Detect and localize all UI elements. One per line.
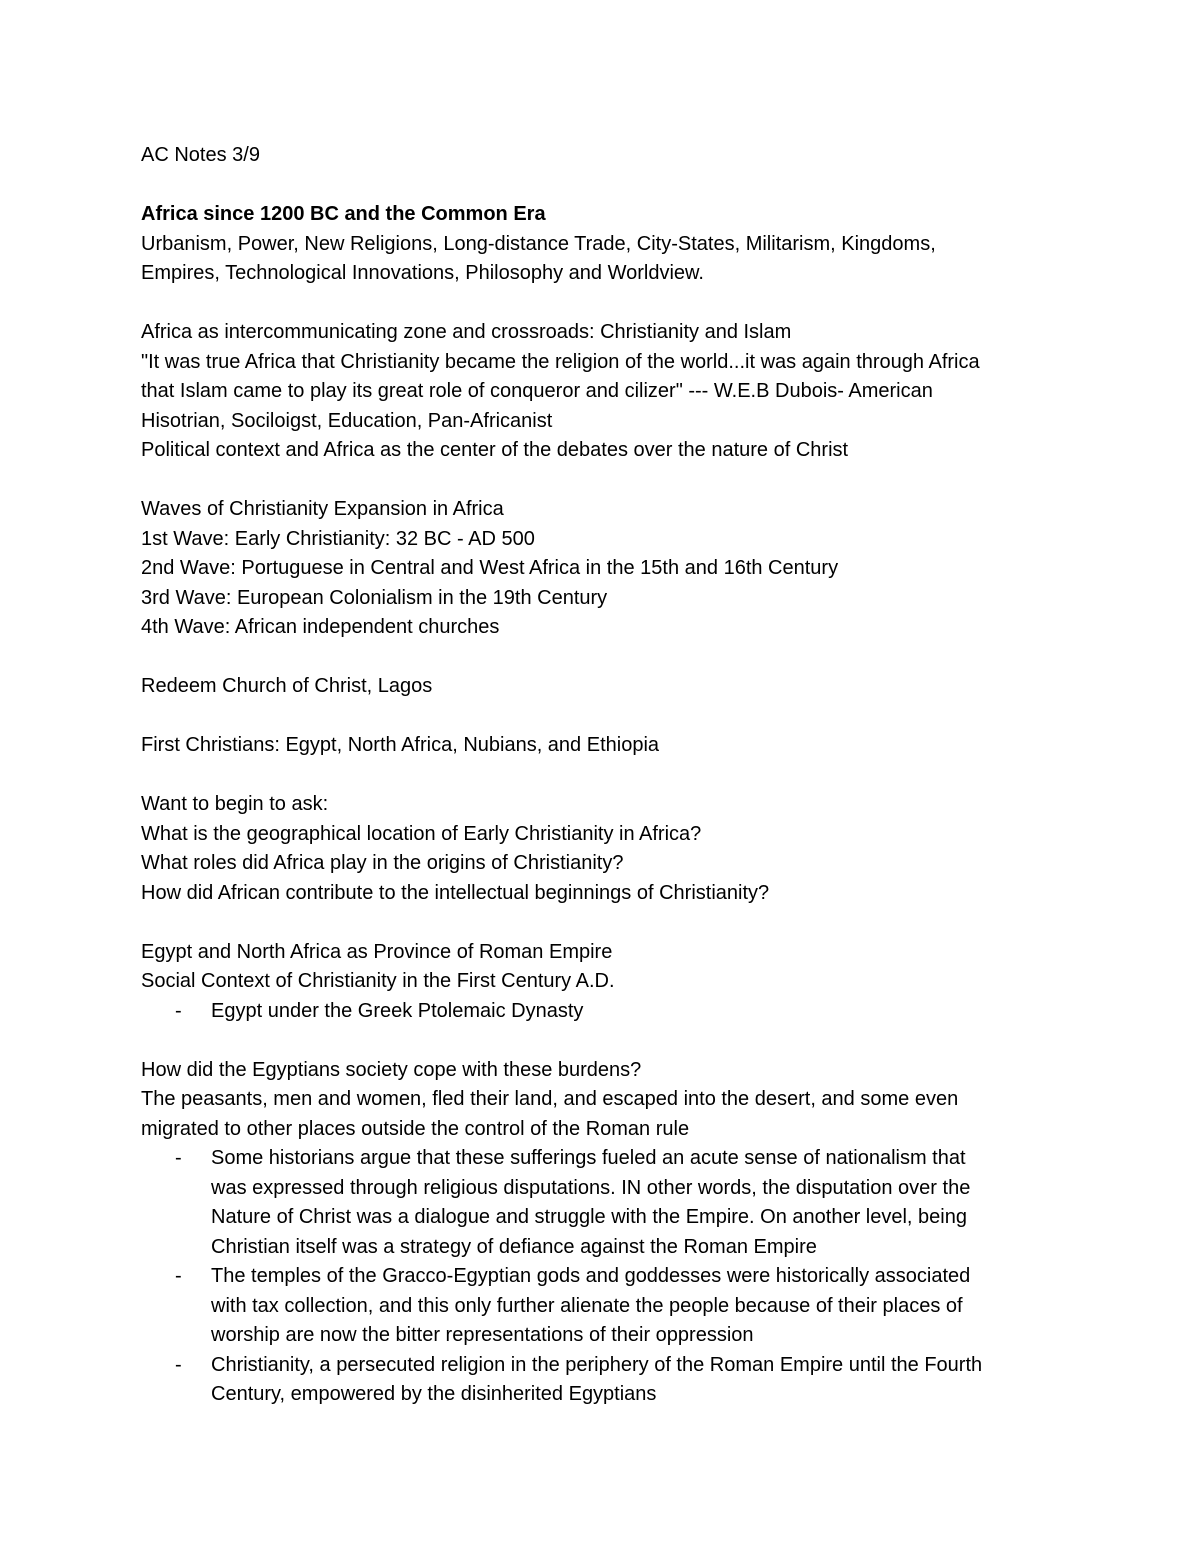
- intro-line: Urbanism, Power, New Religions, Long-distance Trade, City-States, Militarism, Kingdoms,: [141, 232, 936, 255]
- list-item: [141, 1144, 1061, 1262]
- spacer: [141, 702, 1061, 732]
- cope-bullet-list: [141, 1144, 1061, 1410]
- bullet-dash: -: [175, 1265, 182, 1287]
- question-intro: Want to begin to ask:: [141, 793, 329, 815]
- wave-item: 1st Wave: Early Christianity: 32 BC - AD 500: [141, 527, 535, 550]
- bullet-line: was expressed through religious disputations. IN other words, the disputation over the: [211, 1176, 971, 1199]
- waves-title: Waves of Christianity Expansion in Africa: [141, 498, 504, 520]
- list-item: [141, 1351, 1061, 1410]
- quote-line: that Islam came to play its great role of conqueror and cilizer" --- W.E.B Dubois- American: [141, 380, 933, 402]
- egypt-bullet-list: [141, 997, 1061, 1027]
- bullet-line: with tax collection, and this only further alienate the people because of their places of: [211, 1294, 963, 1317]
- spacer: [141, 908, 1061, 938]
- spacer: [141, 289, 1061, 319]
- spacer: [141, 466, 1061, 496]
- bullet-line: worship are now the bitter representations of their oppression: [211, 1324, 754, 1346]
- spacer: [141, 171, 1061, 201]
- quote-line: Hisotrian, Sociloigst, Education, Pan-Africanist: [141, 409, 553, 432]
- document-page: [141, 141, 1061, 1410]
- cope-question: How did the Egyptians society cope with these burdens?: [141, 1058, 642, 1081]
- notes-header: AC Notes 3/9: [141, 144, 260, 166]
- intro-line: Empires, Technological Innovations, Philosophy and Worldview.: [141, 262, 704, 284]
- bullet-text: Egypt under the Greek Ptolemaic Dynasty: [211, 999, 584, 1022]
- bullet-line: The temples of the Gracco-Egyptian gods and goddesses were historically associated: [211, 1265, 971, 1287]
- bullet-dash: -: [175, 1353, 182, 1376]
- wave-item: 4th Wave: African independent churches: [141, 616, 500, 638]
- section-heading: Africa since 1200 BC and the Common Era: [141, 203, 546, 225]
- cope-line: The peasants, men and women, fled their land, and escaped into the desert, and some even: [141, 1088, 959, 1110]
- spacer: [141, 1026, 1061, 1056]
- question-line: How did African contribute to the intellectual beginnings of Christianity?: [141, 881, 770, 904]
- redeem-line: Redeem Church of Christ, Lagos: [141, 675, 433, 697]
- list-item: [141, 997, 1061, 1027]
- egypt-line: Social Context of Christianity in the First Century A.D.: [141, 970, 615, 992]
- question-line: What roles did Africa play in the origins of Christianity?: [141, 852, 624, 874]
- wave-item: 3rd Wave: European Colonialism in the 19th Century: [141, 586, 608, 609]
- bullet-line: Some historians argue that these sufferings fueled an acute sense of nationalism that: [211, 1147, 966, 1169]
- spacer: [141, 643, 1061, 673]
- crossroads-line: Political context and Africa as the center of the debates over the nature of Christ: [141, 439, 849, 461]
- cope-line: migrated to other places outside the control of the Roman rule: [141, 1117, 690, 1140]
- egypt-line: Egypt and North Africa as Province of Roman Empire: [141, 940, 613, 963]
- spacer: [141, 761, 1061, 791]
- bullet-dash: -: [175, 999, 182, 1022]
- crossroads-line: Africa as intercommunicating zone and crossroads: Christianity and Islam: [141, 321, 792, 343]
- list-item: [141, 1262, 1061, 1351]
- bullet-line: Christian itself was a strategy of defiance against the Roman Empire: [211, 1235, 817, 1258]
- first-christians-line: First Christians: Egypt, North Africa, Nubians, and Ethiopia: [141, 734, 660, 756]
- bullet-line: Century, empowered by the disinherited Egyptians: [211, 1383, 657, 1405]
- bullet-line: Nature of Christ was a dialogue and struggle with the Empire. On another level, being: [211, 1206, 967, 1228]
- question-line: What is the geographical location of Early Christianity in Africa?: [141, 822, 702, 845]
- bullet-dash: -: [175, 1147, 182, 1169]
- wave-item: 2nd Wave: Portuguese in Central and West Africa in the 15th and 16th Century: [141, 557, 839, 579]
- bullet-line: Christianity, a persecuted religion in the periphery of the Roman Empire until the Fourth: [211, 1353, 983, 1376]
- quote-line: "It was true Africa that Christianity became the religion of the world...it was again through Africa: [141, 350, 980, 373]
